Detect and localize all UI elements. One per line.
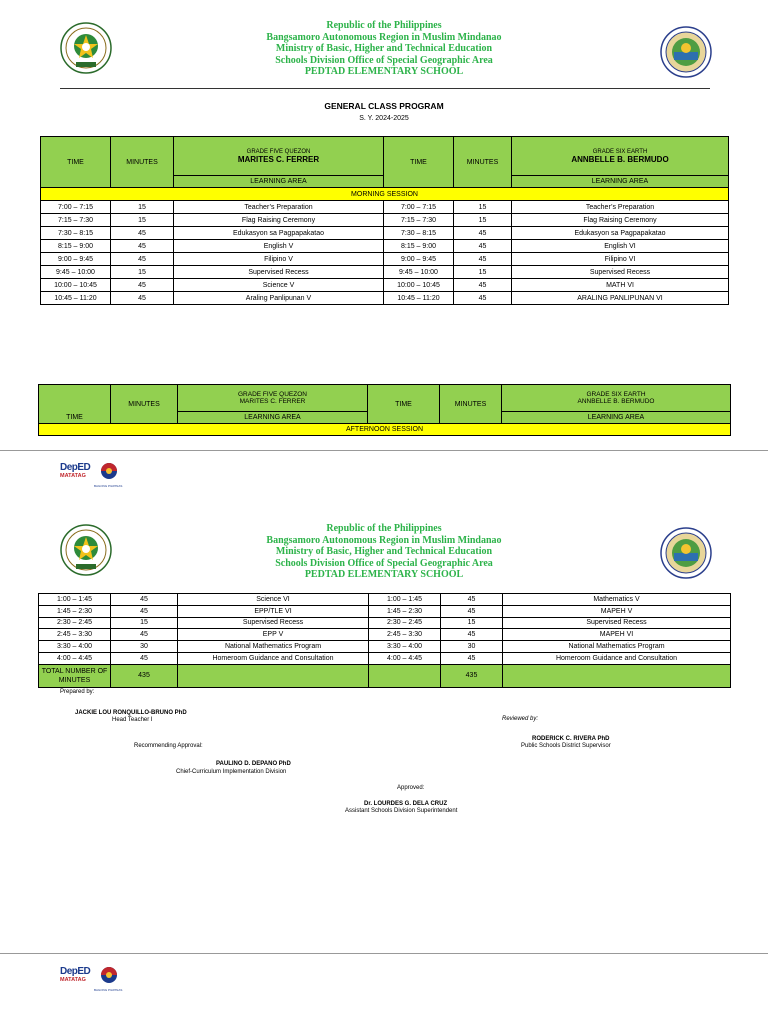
morning-cell-a2: ARALING PANLIPUNAN VI xyxy=(512,292,729,305)
morning-cell-a1: Teacher’s Preparation xyxy=(174,201,384,214)
morning-cell-m1: 45 xyxy=(111,253,174,266)
morning-cell-m1: 45 xyxy=(111,292,174,305)
total-minutes-grade6: 435 xyxy=(441,664,503,687)
morning-cell-a2: Teacher’s Preparation xyxy=(512,201,729,214)
total-empty-3 xyxy=(503,664,731,687)
morning-cell-a1: Filipino V xyxy=(174,253,384,266)
grade6-teacher-name: ANNBELLE B. BERMUDO xyxy=(571,154,669,164)
afternoon-cell-m2: 45 xyxy=(441,629,503,641)
afternoon-cell-t1: 2:45 – 3:30 xyxy=(39,629,111,641)
matatag-text: MATATAG xyxy=(60,473,86,479)
morning-cell-t2: 9:45 – 10:00 xyxy=(384,266,454,279)
division-line: Schools Division Office of Special Geographic Area xyxy=(275,54,493,66)
afternoon-cell-t1: 1:45 – 2:30 xyxy=(39,605,111,617)
morning-cell-a2: Flag Raising Ceremony xyxy=(512,214,729,227)
afternoon-cell-a2: Supervised Recess xyxy=(503,617,731,629)
morning-cell-m2: 45 xyxy=(454,227,512,240)
bagong-pilipinas-logo xyxy=(94,462,124,488)
time-header: TIME xyxy=(41,137,111,188)
morning-cell-a1: Supervised Recess xyxy=(174,266,384,279)
morning-schedule-table xyxy=(40,136,729,305)
morning-cell-t1: 9:45 – 10:00 xyxy=(41,266,111,279)
deped-text-p2: DepED xyxy=(60,966,91,977)
learning-area-header: LEARNING AREA xyxy=(174,176,384,188)
morning-cell-t2: 9:00 – 9:45 xyxy=(384,253,454,266)
afternoon-cell-a2: MAPEH V xyxy=(503,605,731,617)
grade6-section-name: GRADE SIX EARTH xyxy=(592,148,648,155)
afternoon-cell-a1: EPP/TLE VI xyxy=(178,605,369,617)
republic-line-p2: Republic of the Philippines xyxy=(326,523,442,534)
morning-cell-m1: 45 xyxy=(111,240,174,253)
pm-time-header-2: TIME xyxy=(368,385,440,424)
morning-cell-a2: English VI xyxy=(512,240,729,253)
morning-cell-t1: 7:15 – 7:30 xyxy=(41,214,111,227)
matatag-text-p2: MATATAG xyxy=(60,977,86,983)
afternoon-schedule-table xyxy=(38,593,731,688)
morning-cell-m2: 45 xyxy=(454,253,512,266)
morning-cell-m2: 45 xyxy=(454,292,512,305)
approved-title: Assistant Schools Division Superintendent xyxy=(345,808,458,814)
morning-cell-m1: 15 xyxy=(111,214,174,227)
morning-row xyxy=(41,279,729,292)
morning-cell-t2: 10:45 – 11:20 xyxy=(384,292,454,305)
school-year: S. Y. 2024-2025 xyxy=(359,115,409,122)
learning-area-header-2: LEARNING AREA xyxy=(512,176,729,188)
morning-row xyxy=(41,227,729,240)
morning-cell-a2: Filipino VI xyxy=(512,253,729,266)
afternoon-cell-a2: Mathematics V xyxy=(503,594,731,606)
morning-cell-m2: 15 xyxy=(454,201,512,214)
morning-cell-t1: 10:45 – 11:20 xyxy=(41,292,111,305)
total-minutes-label: TOTAL NUMBER OF MINUTES xyxy=(39,664,111,687)
deped-matatag-logo xyxy=(60,462,90,479)
afternoon-row xyxy=(39,605,731,617)
pm-minutes-header: MINUTES xyxy=(111,385,178,424)
grade5-section-name: GRADE FIVE QUEZON xyxy=(246,148,311,155)
morning-row xyxy=(41,214,729,227)
recommending-name: PAULINO D. DEPANO PhD xyxy=(216,761,291,767)
prepared-by-title: Head Teacher I xyxy=(112,717,153,723)
afternoon-cell-a2: National Mathematics Program xyxy=(503,641,731,653)
morning-cell-a1: Edukasyon sa Pagpapakatao xyxy=(174,227,384,240)
reviewed-by-name: RODERICK C. RIVERA PhD xyxy=(532,736,610,742)
afternoon-cell-t2: 1:45 – 2:30 xyxy=(369,605,441,617)
pm-minutes-header-2: MINUTES xyxy=(440,385,502,424)
morning-cell-a2: MATH VI xyxy=(512,279,729,292)
grade6-section-header xyxy=(512,137,729,176)
morning-cell-t1: 10:00 – 10:45 xyxy=(41,279,111,292)
school-name-p2: PEDTAD ELEMENTARY SCHOOL xyxy=(304,569,464,580)
recommending-title: Chief-Curriculum Implementation Division xyxy=(176,769,287,775)
morning-cell-m1: 45 xyxy=(111,227,174,240)
afternoon-cell-m1: 45 xyxy=(111,594,178,606)
recommending-label: Recommending Approval: xyxy=(134,743,203,749)
morning-cell-t1: 7:00 – 7:15 xyxy=(41,201,111,214)
morning-cell-m1: 45 xyxy=(111,279,174,292)
morning-row xyxy=(41,253,729,266)
afternoon-row xyxy=(39,652,731,664)
header-divider xyxy=(60,88,710,89)
grade5-section-header xyxy=(174,137,384,176)
afternoon-cell-a2: Homeroom Guidance and Consultation xyxy=(503,652,731,664)
pm-grade5-header xyxy=(178,385,368,412)
school-name: PEDTAD ELEMENTARY SCHOOL xyxy=(304,66,464,77)
afternoon-cell-m2: 45 xyxy=(441,605,503,617)
morning-cell-m2: 45 xyxy=(454,240,512,253)
morning-cell-a1: English V xyxy=(174,240,384,253)
afternoon-cell-m2: 30 xyxy=(441,641,503,653)
grade5-teacher-name: MARITES C. FERRER xyxy=(237,154,320,164)
pm-learning-area-2: LEARNING AREA xyxy=(502,412,731,424)
morning-cell-m2: 15 xyxy=(454,214,512,227)
afternoon-cell-t1: 3:30 – 4:00 xyxy=(39,641,111,653)
program-title: GENERAL CLASS PROGRAM xyxy=(324,101,444,111)
morning-cell-a1: Science V xyxy=(174,279,384,292)
reviewed-by-title: Public Schools District Supervisor xyxy=(521,743,611,749)
afternoon-cell-a1: Science VI xyxy=(178,594,369,606)
deped-text: DepED xyxy=(60,462,91,473)
morning-cell-t1: 8:15 – 9:00 xyxy=(41,240,111,253)
page-break-line-2 xyxy=(0,953,768,954)
pm-grade6-header xyxy=(502,385,731,412)
afternoon-cell-m1: 45 xyxy=(111,605,178,617)
morning-cell-a2: Supervised Recess xyxy=(512,266,729,279)
afternoon-cell-t2: 2:45 – 3:30 xyxy=(369,629,441,641)
afternoon-cell-m2: 15 xyxy=(441,617,503,629)
afternoon-row xyxy=(39,617,731,629)
morning-cell-m1: 15 xyxy=(111,201,174,214)
total-minutes-grade5: 435 xyxy=(111,664,178,687)
morning-cell-a1: Araling Panlipunan V xyxy=(174,292,384,305)
region-line: Bangsamoro Autonomous Region in Muslim Mindanao xyxy=(266,31,502,43)
afternoon-cell-m1: 15 xyxy=(111,617,178,629)
division-line-p2: Schools Division Office of Special Geographic Area xyxy=(275,557,493,569)
total-empty-2 xyxy=(369,664,441,687)
bagong-pilipinas-logo-p2 xyxy=(94,966,124,992)
bagong-pilipinas-text: BAGONG PILIPINAS xyxy=(94,484,123,488)
morning-row xyxy=(41,240,729,253)
pm-time-header: TIME xyxy=(39,385,111,424)
afternoon-header-table xyxy=(38,384,731,436)
deped-matatag-logo-p2 xyxy=(60,966,90,983)
pm-grade6-teacher: ANNBELLE B. BERMUDO xyxy=(577,398,655,405)
morning-cell-t2: 10:00 – 10:45 xyxy=(384,279,454,292)
afternoon-row xyxy=(39,641,731,653)
afternoon-cell-m2: 45 xyxy=(441,652,503,664)
page-break-line xyxy=(0,450,768,451)
page1-header xyxy=(0,20,768,78)
pm-grade5-name: GRADE FIVE QUEZON xyxy=(238,391,307,398)
morning-cell-t2: 8:15 – 9:00 xyxy=(384,240,454,253)
afternoon-cell-a1: EPP V xyxy=(178,629,369,641)
afternoon-cell-t1: 2:30 – 2:45 xyxy=(39,617,111,629)
minutes-header: MINUTES xyxy=(111,137,174,188)
total-empty-1 xyxy=(178,664,369,687)
morning-cell-t2: 7:30 – 8:15 xyxy=(384,227,454,240)
morning-row xyxy=(41,266,729,279)
afternoon-cell-t2: 4:00 – 4:45 xyxy=(369,652,441,664)
morning-cell-m2: 15 xyxy=(454,266,512,279)
reviewed-by-label: Reviewed by: xyxy=(502,716,539,722)
ministry-line-p2: Ministry of Basic, Higher and Technical Education xyxy=(275,546,493,557)
afternoon-cell-a1: National Mathematics Program xyxy=(178,641,369,653)
region-line-p2: Bangsamoro Autonomous Region in Muslim Mindanao xyxy=(266,534,502,546)
page2-header xyxy=(0,523,768,581)
morning-session-bar: MORNING SESSION xyxy=(41,188,729,201)
afternoon-cell-a1: Homeroom Guidance and Consultation xyxy=(178,652,369,664)
morning-cell-a1: Flag Raising Ceremony xyxy=(174,214,384,227)
morning-row xyxy=(41,292,729,305)
afternoon-cell-t2: 1:00 – 1:45 xyxy=(369,594,441,606)
afternoon-cell-m1: 45 xyxy=(111,652,178,664)
morning-cell-m1: 15 xyxy=(111,266,174,279)
time-header-2: TIME xyxy=(384,137,454,188)
pm-learning-area: LEARNING AREA xyxy=(178,412,368,424)
republic-line: Republic of the Philippines xyxy=(326,20,442,31)
morning-cell-m2: 45 xyxy=(454,279,512,292)
prepared-by-label: Prepared by: xyxy=(60,689,95,695)
approved-label: Approved: xyxy=(397,785,425,791)
afternoon-cell-t2: 2:30 – 2:45 xyxy=(369,617,441,629)
afternoon-cell-t1: 4:00 – 4:45 xyxy=(39,652,111,664)
morning-cell-t1: 7:30 – 8:15 xyxy=(41,227,111,240)
morning-row xyxy=(41,201,729,214)
ministry-line: Ministry of Basic, Higher and Technical Education xyxy=(275,43,493,54)
afternoon-cell-m1: 45 xyxy=(111,629,178,641)
afternoon-cell-m1: 30 xyxy=(111,641,178,653)
afternoon-cell-a1: Supervised Recess xyxy=(178,617,369,629)
afternoon-session-bar: AFTERNOON SESSION xyxy=(39,424,731,436)
afternoon-cell-t2: 3:30 – 4:00 xyxy=(369,641,441,653)
pm-grade5-teacher: MARITES C. FERRER xyxy=(239,398,306,405)
bagong-pilipinas-text-p2: BAGONG PILIPINAS xyxy=(94,988,123,992)
afternoon-cell-a2: MAPEH VI xyxy=(503,629,731,641)
afternoon-row xyxy=(39,629,731,641)
morning-cell-t1: 9:00 – 9:45 xyxy=(41,253,111,266)
approved-name: Dr. LOURDES G. DELA CRUZ xyxy=(364,801,448,807)
afternoon-cell-t1: 1:00 – 1:45 xyxy=(39,594,111,606)
prepared-by-name: JACKIE LOU RONQUILLO-BRUNO PhD xyxy=(75,710,187,716)
morning-cell-t2: 7:15 – 7:30 xyxy=(384,214,454,227)
morning-cell-a2: Edukasyon sa Pagpapakatao xyxy=(512,227,729,240)
afternoon-row xyxy=(39,594,731,606)
afternoon-cell-m2: 45 xyxy=(441,594,503,606)
pm-grade6-name: GRADE SIX EARTH xyxy=(586,391,646,398)
minutes-header-2: MINUTES xyxy=(454,137,512,188)
morning-cell-t2: 7:00 – 7:15 xyxy=(384,201,454,214)
